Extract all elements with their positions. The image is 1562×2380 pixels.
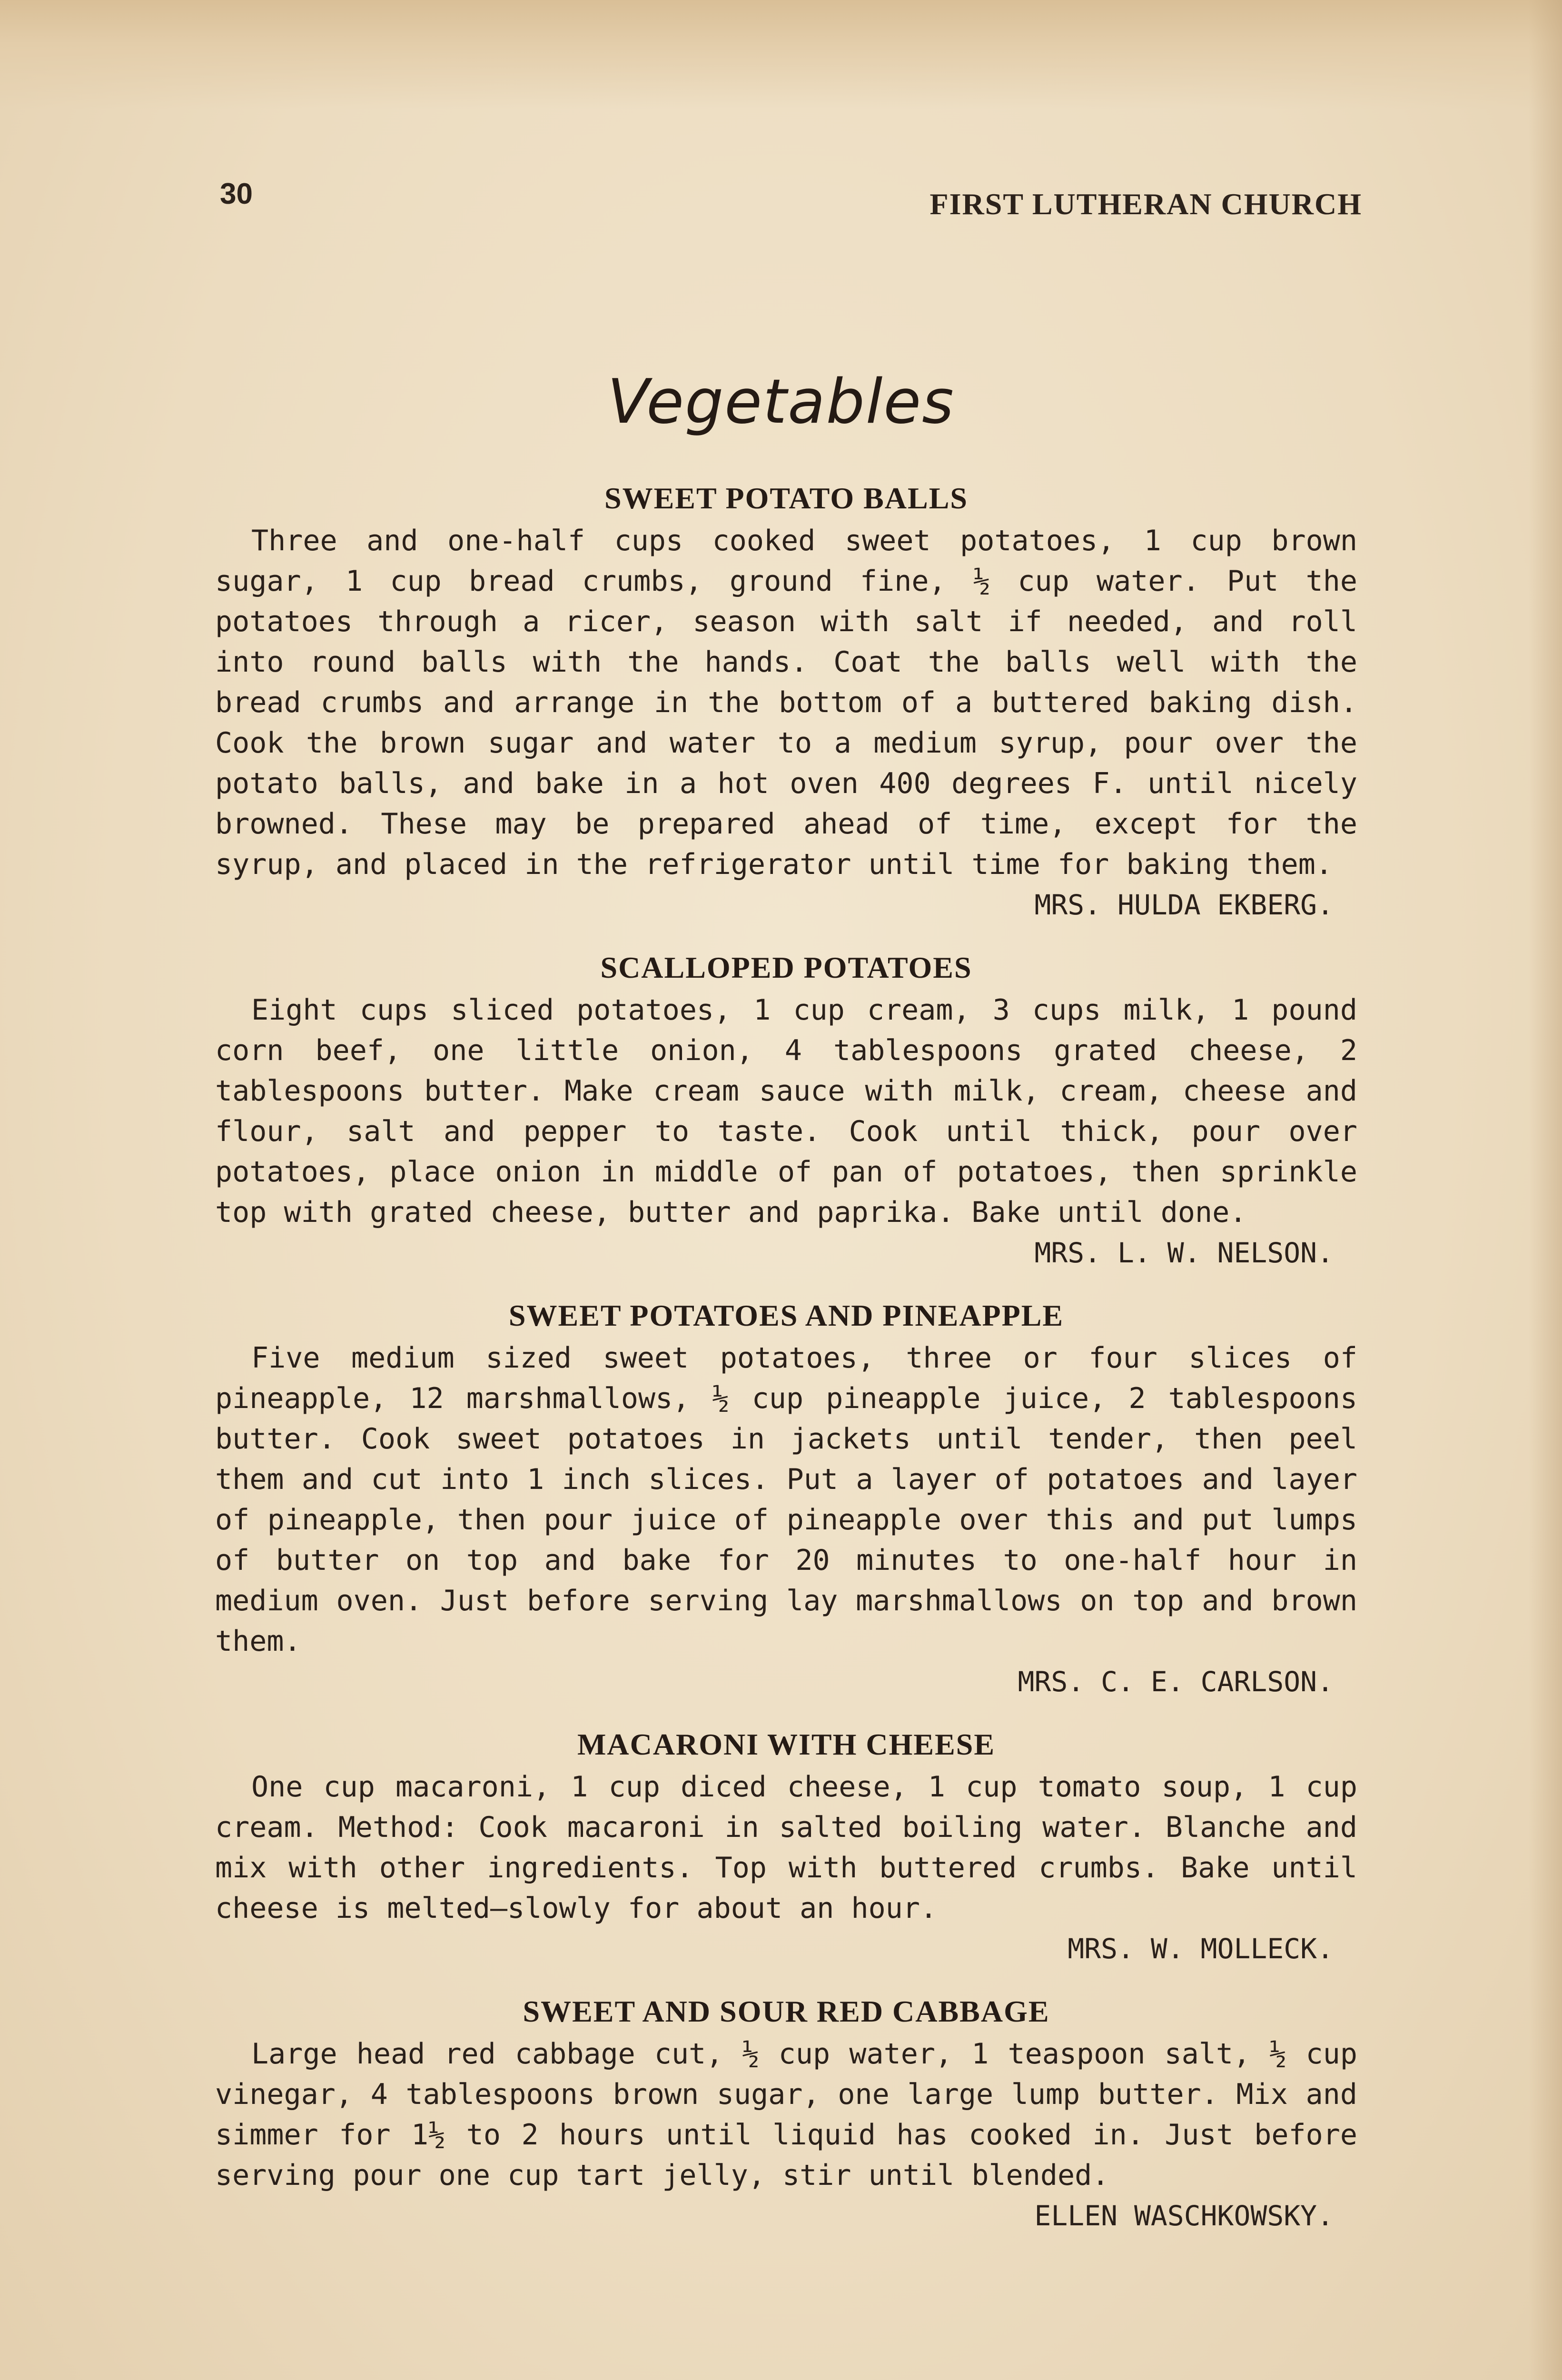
recipe-sweet-potatoes-pineapple xyxy=(215,1298,1357,1702)
recipe-title: SWEET AND SOUR RED CABBAGE xyxy=(523,1994,1050,2028)
page-edge-shadow xyxy=(1529,0,1562,2380)
recipe-author: ELLEN WASCHKOWSKY. xyxy=(1034,2200,1334,2232)
recipe-list xyxy=(215,481,1357,2261)
recipe-title: SWEET POTATOES AND PINEAPPLE xyxy=(508,1299,1064,1332)
water-stain xyxy=(0,0,1562,109)
recipe-author: MRS. C. E. CARLSON. xyxy=(1018,1666,1334,1698)
recipe-author: MRS. L. W. NELSON. xyxy=(1034,1237,1334,1269)
recipe-body: Five medium sized sweet potatoes, three or four slices of pineapple, 12 marshmallows, ½ cup pineapple juice, 2 tablespoons butter. Cook sweet potatoes in jackets until tender, then peel them and cut into 1 inch slices. Put a layer of potatoes and layer of pineapple, then pour juice of pineapple over this and put lumps of butter on top and bake for 20 minutes to one-half hour in medium oven. Just before serving lay marshmallows on top and brown them. xyxy=(215,1341,1357,1658)
recipe-title: MACARONI WITH CHEESE xyxy=(577,1727,996,1761)
recipe-body: Large head red cabbage cut, ½ cup water, 1 teaspoon salt, ½ cup vinegar, 4 tablespoons brown sugar, one large lump butter. Mix and simmer for 1½ to 2 hours until liquid has cooked in. Just before serving pour one cup tart jelly, stir until blended. xyxy=(215,2037,1357,2192)
recipe-author: MRS. HULDA EKBERG. xyxy=(1034,889,1334,921)
recipe-body: One cup macaroni, 1 cup diced cheese, 1 cup tomato soup, 1 cup cream. Method: Cook macaroni in salted boiling water. Blanche and mix with other ingredients. Top with buttered crumbs. Bake until cheese is melted—slowly for about an hour. xyxy=(215,1770,1357,1925)
recipe-macaroni-cheese xyxy=(215,1727,1357,1969)
recipe-sweet-potato-balls xyxy=(215,481,1357,925)
page-number: 30 xyxy=(220,178,253,210)
recipe-title: SCALLOPED POTATOES xyxy=(600,951,972,984)
recipe-body: Three and one-half cups cooked sweet potatoes, 1 cup brown sugar, 1 cup bread crumbs, ground fine, ½ cup water. Put the potatoes through a ricer, season with salt if needed, and roll into round balls with the hands. Coat the balls well with the bread crumbs and arrange in the bottom of a buttered baking dish. Cook the brown sugar and water to a medium syrup, pour over the potato balls, and bake in a hot oven 400 degrees F. until nicely browned. These may be prepared ahead of time, except for the syrup, and placed in the refrigerator until time for baking them. xyxy=(215,524,1357,881)
running-head: FIRST LUTHERAN CHURCH xyxy=(929,187,1362,221)
recipe-scalloped-potatoes xyxy=(215,950,1357,1273)
recipe-author: MRS. W. MOLLECK. xyxy=(1068,1933,1334,1965)
recipe-title: SWEET POTATO BALLS xyxy=(604,481,968,515)
recipe-sweet-sour-red-cabbage xyxy=(215,1994,1357,2236)
section-title: Vegetables xyxy=(607,367,955,437)
recipe-body: Eight cups sliced potatoes, 1 cup cream, 3 cups milk, 1 pound corn beef, one little onion, 4 tablespoons grated cheese, 2 tablespoons butter. Make cream sauce with milk, cream, cheese and flour, salt and pepper to taste. Cook until thick, pour over potatoes, place onion in middle of pan of potatoes, then sprinkle top with grated cheese, butter and paprika. Bake until done. xyxy=(215,993,1357,1229)
